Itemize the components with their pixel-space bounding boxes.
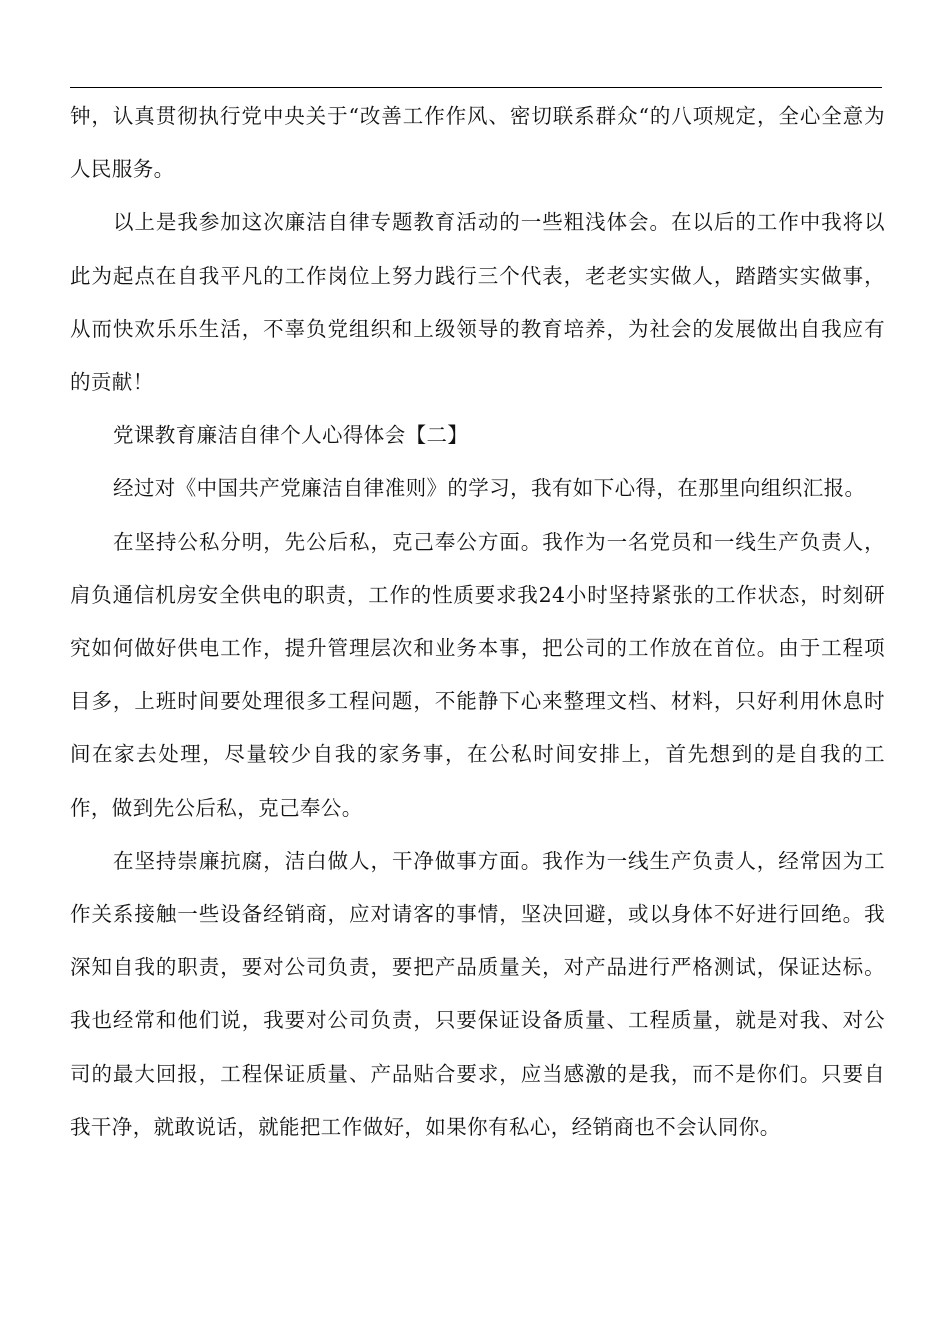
paragraph-intro: 经过对《中国共产党廉洁自律准则》的学习，我有如下心得，在那里向组织汇报。 xyxy=(113,476,866,501)
header-rule xyxy=(70,87,882,88)
paragraph-public-private: 在坚持公私分明，先公后私，克己奉公方面。我作为一名党员和一线生产负责人，肩负通信机房安全供电的职责，工作的性质要求我24小时坚持紧张的工作状态，时刻研究如何做好供电工作，提升管理层次和业务本事，把公司的工作放在首位。由于工程项目多，上班时间要处理很多工程问题，不能静下心来整理文档、材料，只好利用休息时间在家去处理，尽量较少自我的家务事，在公私时间安排上，首先想到的是自我的工作，做到先公后私，克己奉公。 xyxy=(70,529,885,820)
paragraph-integrity: 在坚持崇廉抗腐，洁白做人，干净做事方面。我作为一线生产负责人，经常因为工作关系接触一些设备经销商，应对请客的事情，坚决回避，或以身体不好进行回绝。我深知自我的职责，要对公司负责，要把产品质量关，对产品进行严格测试，保证达标。我也经常和他们说，我要对公司负责，只要保证设备质量、工程质量，就是对我、对公司的最大回报，工程保证质量、产品贴合要求，应当感激的是我，而不是你们。只要自我干净，就敢说话，就能把工作做好，如果你有私心，经销商也不会认同你。 xyxy=(70,848,885,1139)
paragraph-continuation: 钟，认真贯彻执行党中央关于“改善工作作风、密切联系群众“的八项规定，全心全意为人民服务。 xyxy=(70,104,885,182)
section-heading: 党课教育廉洁自律个人心得体会【二】 xyxy=(113,423,469,448)
paragraph-conclusion: 以上是我参加这次廉洁自律专题教育活动的一些粗浅体会。在以后的工作中我将以此为起点在自我平凡的工作岗位上努力践行三个代表，老老实实做人，踏踏实实做事，从而快欢乐乐生活，不辜负党组织和上级领导的教育培养，为社会的发展做出自我应有的贡献！ xyxy=(70,210,885,395)
document-body xyxy=(70,90,885,1154)
